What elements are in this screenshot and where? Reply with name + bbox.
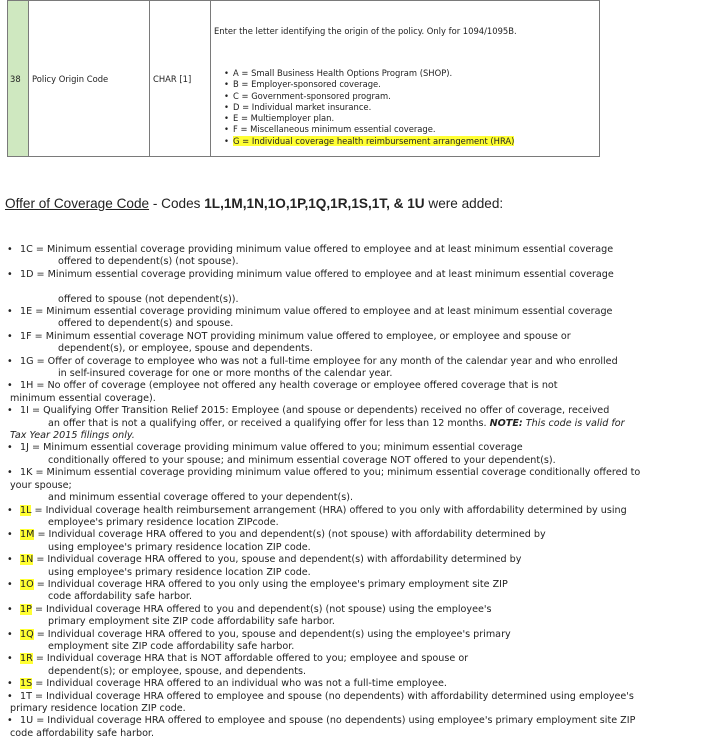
code-text: = Individual coverage HRA offered to you, spouse and dependent(s) using the employee's primary: [33, 628, 511, 640]
code-1s: [20, 678, 700, 690]
origin-option-e: • E = Multiemployer plan.: [233, 113, 514, 124]
code-1j: [20, 442, 700, 467]
origin-option-d: • D = Individual market insurance.: [233, 102, 514, 113]
code-1d: [20, 269, 700, 306]
field-type: CHAR [1]: [150, 1, 211, 157]
code-text: = Individual coverage HRA offered to you and dependent(s) (not spouse) with affordability determined by: [34, 529, 546, 541]
code-label: 1K: [20, 467, 33, 479]
code-label-highlighted: 1O: [20, 578, 34, 590]
code-text: = Minimum essential coverage NOT providing minimum value offered to employee, or employee and spouse or: [31, 330, 571, 342]
code-label-highlighted: 1S: [20, 678, 33, 690]
code-text-cont: employee's primary residence location ZIPcode.: [48, 516, 279, 528]
code-label: 1I: [20, 405, 29, 417]
highlighted-option-g: G = Individual coverage health reimbursement arrangement (HRA): [233, 135, 515, 146]
code-text-cont: using employee's primary residence location ZIP code.: [48, 566, 311, 578]
code-text-cont: minimum essential coverage).: [10, 392, 156, 404]
heading-codes: 1L,1M,1N,1O,1P,1Q,1R,1S,1T, & 1U: [204, 196, 425, 211]
code-1n: [20, 554, 700, 579]
code-text: = Individual coverage HRA offered to you only using the employee's primary employment site ZIP: [33, 578, 508, 590]
code-text-cont: offered to spouse (not dependent(s)).: [58, 293, 239, 305]
code-text-cont: conditionally offered to your spouse; and minimum essential coverage NOT offered to your dependent(s).: [48, 454, 556, 466]
code-1l: [20, 505, 700, 530]
code-1f: [20, 331, 700, 356]
origin-option-list: [233, 68, 514, 147]
code-1i: [10, 405, 700, 442]
table-row: [8, 1, 600, 157]
blank-line: [20, 281, 700, 293]
code-text: = Minimum essential coverage providing minimum value offered to you; minimum essential coverage conditionally offered to: [32, 467, 641, 479]
code-text-cont: primary employment site ZIP code affordability safe harbor.: [48, 616, 335, 628]
code-text: = Minimum essential coverage providing minimum value offered to employee and at least minimum essential coverage: [33, 268, 614, 280]
code-text: = Minimum essential coverage providing minimum value offered to employee and at least minimum essential coverage: [32, 244, 614, 255]
code-text: = No offer of coverage (employee not offered any health coverage or employee offered coverage that is not: [33, 380, 558, 392]
field-name: Policy Origin Code: [29, 1, 150, 157]
code-1h: [10, 380, 700, 405]
description-intro: Enter the letter identifying the origin of the policy. Only for 1094/1095B.: [214, 26, 517, 36]
code-1e: [20, 306, 700, 331]
code-label-highlighted: 1P: [20, 603, 32, 615]
origin-option-c: • C = Government-sponsored program.: [233, 91, 514, 102]
origin-option-f: • F = Miscellaneous minimum essential coverage.: [233, 124, 514, 135]
heading-mid: - Codes: [149, 196, 205, 211]
code-text-cont: and minimum essential coverage offered to your dependent(s).: [48, 492, 354, 504]
code-label: 1D: [20, 268, 34, 280]
code-label: 1E: [20, 306, 33, 318]
code-1k: [10, 467, 700, 504]
field-spec-table: [7, 0, 600, 157]
code-text-cont: offered to dependent(s) and spouse.: [58, 318, 234, 330]
offer-code-list: [10, 244, 700, 740]
code-text-cont: dependent(s), or employee, spouse and dependents.: [58, 343, 313, 355]
code-text: = Individual coverage health reimbursement arrangement (HRA) offered to you only with affordability determined by using: [31, 504, 627, 516]
code-text-cont: your spouse;: [10, 479, 72, 491]
code-text-cont: code affordability safe harbor.: [10, 727, 155, 739]
code-label-highlighted: 1R: [20, 653, 33, 665]
code-text: = Individual coverage HRA offered to employee and spouse (no dependents) with affordability determined using employee's: [31, 690, 634, 702]
code-1c: [20, 244, 700, 269]
code-1p: [20, 604, 700, 629]
origin-option-a: • A = Small Business Health Options Program (SHOP).: [233, 68, 514, 79]
code-text-cont: code affordability safe harbor.: [48, 591, 193, 603]
code-text: = Individual coverage HRA offered to employee and spouse (no dependents) using employee's primary employment site ZIP: [33, 715, 636, 727]
code-label-highlighted: 1Q: [20, 628, 34, 640]
code-text-cont: dependent(s); or employee, spouse, and dependents.: [48, 665, 307, 677]
code-1o: [20, 579, 700, 604]
code-text: = Individual coverage HRA offered to an individual who was not a full-time employee.: [32, 678, 447, 690]
note-label: NOTE:: [489, 417, 523, 429]
code-label: 1G: [20, 355, 34, 367]
code-1t: [10, 690, 700, 716]
note-text-cont: Tax Year 2015 filings only.: [10, 430, 135, 442]
code-text: = Individual coverage HRA offered to you, spouse and dependent(s) with affordability determined by: [33, 554, 522, 566]
code-1g: [20, 356, 700, 381]
code-label: 1T: [20, 690, 32, 702]
origin-option-b: • B = Employer-sponsored coverage.: [233, 79, 514, 90]
code-label-highlighted: 1N: [20, 554, 34, 566]
origin-option-g: [233, 136, 514, 147]
code-label-highlighted: 1L: [20, 504, 32, 516]
code-1r: [20, 653, 700, 678]
code-text-cont: primary residence location ZIP code.: [10, 703, 186, 715]
offer-of-coverage-heading: [5, 196, 503, 211]
code-text: = Individual coverage HRA offered to you and dependent(s) (not spouse) using the employee's: [31, 603, 492, 615]
code-text: = Qualifying Offer Transition Relief 2015: Employee (and spouse or dependents) received no offer of coverage, received: [28, 405, 610, 417]
code-text: = Minimum essential coverage providing minimum value offered to employee and at least minimum essential coverage: [32, 306, 613, 318]
code-text-cont: in self-insured coverage for one or more months of the calendar year.: [58, 368, 393, 380]
note-text: This code is valid for: [522, 417, 625, 429]
code-1m: [20, 529, 700, 554]
code-1u: [10, 715, 700, 740]
code-label-highlighted: 1M: [20, 529, 35, 541]
code-text-cont: using employee's primary residence location ZIP code.: [48, 541, 311, 553]
field-description: [211, 1, 600, 157]
code-text: = Individual coverage HRA that is NOT affordable offered to you; employee and spouse or: [32, 653, 469, 665]
code-text-cont: an offer that is not a qualifying offer, or received a qualifying offer for less than 12 months.: [48, 417, 490, 429]
code-1q: [20, 629, 700, 654]
code-label: 1F: [20, 330, 32, 342]
code-label: 1C: [20, 244, 33, 255]
code-text-cont: offered to dependent(s) (not spouse).: [58, 256, 239, 268]
heading-tail: were added:: [424, 196, 504, 211]
code-label: 1U: [20, 715, 34, 727]
code-label: 1J: [20, 442, 29, 454]
code-label: 1H: [20, 380, 34, 392]
code-text-cont: employment site ZIP code affordability safe harbor.: [48, 640, 295, 652]
code-text: = Minimum essential coverage providing minimum value offered to you; minimum essential coverage: [28, 442, 523, 454]
row-number: 38: [8, 1, 29, 157]
heading-title: Offer of Coverage Code: [5, 196, 150, 211]
code-text: = Offer of coverage to employee who was not a full-time employee for any month of the calendar year and who enrolled: [33, 355, 618, 367]
